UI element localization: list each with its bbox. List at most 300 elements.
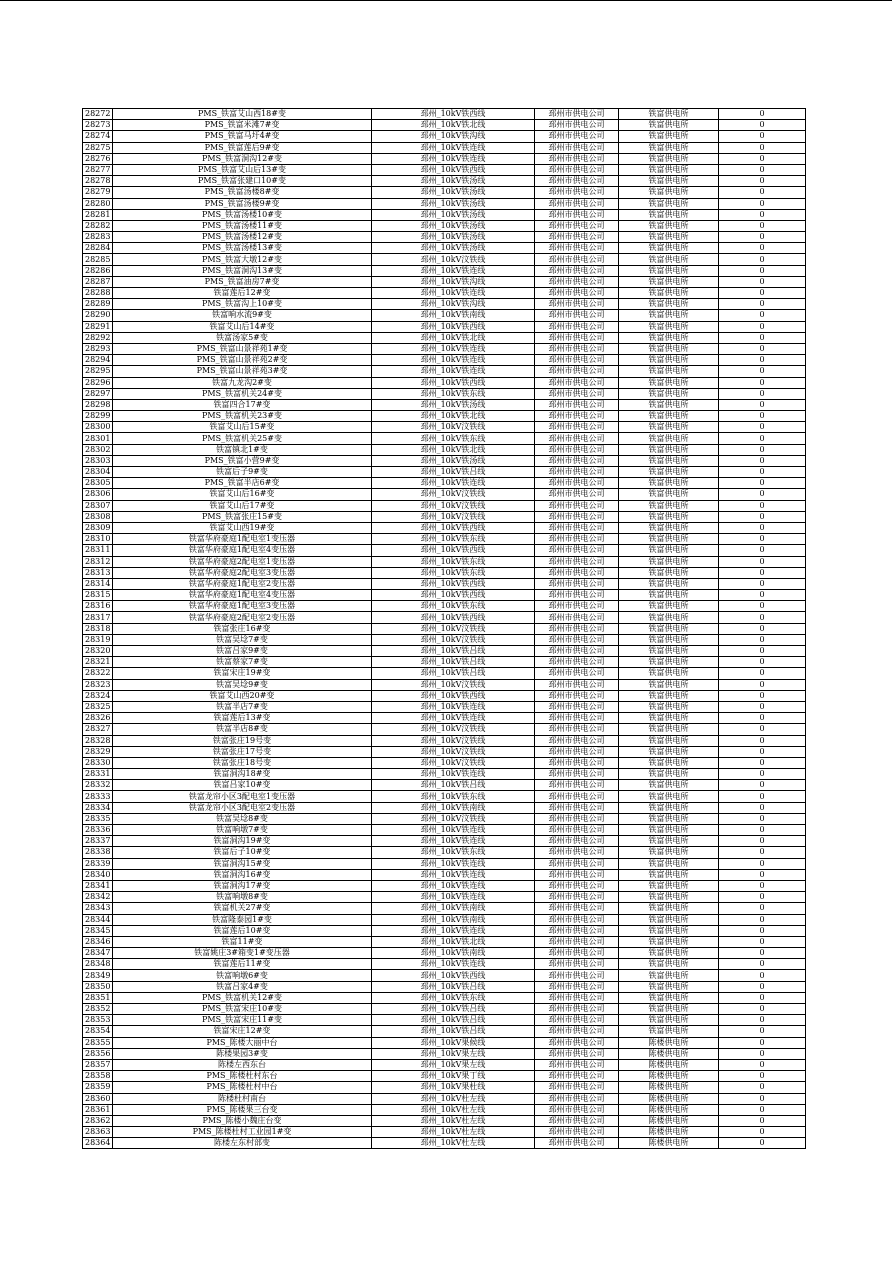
table-row <box>83 701 806 712</box>
cell-id: 28275 <box>83 142 113 153</box>
cell-id: 28302 <box>83 444 113 455</box>
table-row <box>83 1093 806 1104</box>
cell-company: 邳州市供电公司 <box>535 556 619 567</box>
cell-company: 邳州市供电公司 <box>535 1138 619 1149</box>
cell-company: 邳州市供电公司 <box>535 332 619 343</box>
table-row <box>83 142 806 153</box>
cell-line: 邳州_10kV铁东线 <box>372 791 535 802</box>
cell-line: 邳州_10kV汶铁线 <box>372 679 535 690</box>
cell-id: 28274 <box>83 131 113 142</box>
cell-station: 铁富供电所 <box>619 802 719 813</box>
table-row <box>83 1082 806 1093</box>
cell-line: 邳州_10kV铁连线 <box>372 836 535 847</box>
cell-id: 28361 <box>83 1104 113 1115</box>
cell-line: 邳州_10kV汶铁线 <box>372 254 535 265</box>
cell-company: 邳州市供电公司 <box>535 1104 619 1115</box>
cell-company: 邳州市供电公司 <box>535 1015 619 1026</box>
cell-line: 邳州_10kV铁西线 <box>372 522 535 533</box>
cell-id: 28356 <box>83 1048 113 1059</box>
cell-transformer-name: 铁富华府豪庭1配电室3变压器 <box>113 601 372 612</box>
cell-value: 0 <box>719 757 806 768</box>
cell-id: 28288 <box>83 288 113 299</box>
cell-value: 0 <box>719 198 806 209</box>
cell-transformer-name: PMS_铁富小营9#变 <box>113 455 372 466</box>
cell-line: 邳州_10kV铁北线 <box>372 120 535 131</box>
cell-id: 28335 <box>83 813 113 824</box>
cell-id: 28321 <box>83 657 113 668</box>
cell-id: 28359 <box>83 1082 113 1093</box>
cell-id: 28351 <box>83 992 113 1003</box>
cell-id: 28304 <box>83 467 113 478</box>
table-row <box>83 310 806 321</box>
cell-value: 0 <box>719 276 806 287</box>
cell-line: 邳州_10kV铁北线 <box>372 332 535 343</box>
table-row <box>83 332 806 343</box>
cell-id: 28345 <box>83 925 113 936</box>
cell-transformer-name: 铁富洞沟17#变 <box>113 880 372 891</box>
cell-transformer-name: 铁富响墩6#变 <box>113 970 372 981</box>
cell-value: 0 <box>719 399 806 410</box>
cell-company: 邳州市供电公司 <box>535 1071 619 1082</box>
cell-value: 0 <box>719 522 806 533</box>
cell-line: 邳州_10kV汶铁线 <box>372 489 535 500</box>
cell-line: 邳州_10kV铁吕线 <box>372 981 535 992</box>
cell-company: 邳州市供电公司 <box>535 936 619 947</box>
cell-value: 0 <box>719 690 806 701</box>
cell-company: 邳州市供电公司 <box>535 746 619 757</box>
cell-id: 28341 <box>83 880 113 891</box>
cell-transformer-name: 铁富汤家5#变 <box>113 332 372 343</box>
cell-value: 0 <box>719 511 806 522</box>
cell-company: 邳州市供电公司 <box>535 769 619 780</box>
cell-transformer-name: 铁富张庄17号变 <box>113 746 372 757</box>
cell-id: 28343 <box>83 903 113 914</box>
cell-id: 28353 <box>83 1015 113 1026</box>
cell-id: 28355 <box>83 1037 113 1048</box>
table-row <box>83 612 806 623</box>
cell-station: 铁富供电所 <box>619 970 719 981</box>
cell-id: 28364 <box>83 1138 113 1149</box>
cell-line: 邳州_10kV铁西线 <box>372 377 535 388</box>
cell-station: 铁富供电所 <box>619 310 719 321</box>
cell-station: 铁富供电所 <box>619 187 719 198</box>
cell-company: 邳州市供电公司 <box>535 131 619 142</box>
cell-line: 邳州_10kV铁北线 <box>372 936 535 947</box>
table-row <box>83 388 806 399</box>
cell-station: 陈楼供电所 <box>619 1138 719 1149</box>
cell-transformer-name: 铁富艾山后17#变 <box>113 500 372 511</box>
cell-transformer-name: 铁富吴埝8#变 <box>113 813 372 824</box>
cell-transformer-name: PMS_铁富洞沟12#变 <box>113 153 372 164</box>
cell-id: 28347 <box>83 948 113 959</box>
table-row <box>83 299 806 310</box>
cell-transformer-name: 铁富吕家4#变 <box>113 981 372 992</box>
table-row <box>83 590 806 601</box>
cell-transformer-name: PMS_铁富莲后9#变 <box>113 142 372 153</box>
cell-value: 0 <box>719 1082 806 1093</box>
cell-company: 邳州市供电公司 <box>535 142 619 153</box>
cell-value: 0 <box>719 612 806 623</box>
cell-line: 邳州_10kV铁吕线 <box>372 646 535 657</box>
table-row <box>83 724 806 735</box>
cell-id: 28284 <box>83 243 113 254</box>
cell-station: 铁富供电所 <box>619 399 719 410</box>
cell-value: 0 <box>719 321 806 332</box>
cell-id: 28350 <box>83 981 113 992</box>
cell-transformer-name: PMS_铁富洞沟13#变 <box>113 265 372 276</box>
cell-id: 28294 <box>83 355 113 366</box>
cell-id: 28286 <box>83 265 113 276</box>
cell-value: 0 <box>719 802 806 813</box>
table-row <box>83 433 806 444</box>
cell-transformer-name: 铁富响墩8#变 <box>113 892 372 903</box>
cell-company: 邳州市供电公司 <box>535 892 619 903</box>
table-row <box>83 164 806 175</box>
cell-company: 邳州市供电公司 <box>535 970 619 981</box>
cell-value: 0 <box>719 232 806 243</box>
cell-company: 邳州市供电公司 <box>535 668 619 679</box>
cell-transformer-name: PMS_陈楼果三台变 <box>113 1104 372 1115</box>
cell-company: 邳州市供电公司 <box>535 612 619 623</box>
cell-company: 邳州市供电公司 <box>535 399 619 410</box>
cell-company: 邳州市供电公司 <box>535 254 619 265</box>
cell-station: 铁富供电所 <box>619 959 719 970</box>
cell-value: 0 <box>719 131 806 142</box>
cell-station: 铁富供电所 <box>619 209 719 220</box>
cell-transformer-name: PMS_铁富机关12#变 <box>113 992 372 1003</box>
table-row <box>83 836 806 847</box>
cell-value: 0 <box>719 310 806 321</box>
cell-transformer-name: 铁富张庄19号变 <box>113 735 372 746</box>
cell-value: 0 <box>719 701 806 712</box>
cell-transformer-name: 铁富半店8#变 <box>113 724 372 735</box>
cell-company: 邳州市供电公司 <box>535 948 619 959</box>
cell-transformer-name: 铁富艾山后16#变 <box>113 489 372 500</box>
cell-id: 28277 <box>83 164 113 175</box>
cell-transformer-name: 铁富吕家10#变 <box>113 780 372 791</box>
cell-company: 邳州市供电公司 <box>535 343 619 354</box>
cell-id: 28313 <box>83 567 113 578</box>
table-row <box>83 634 806 645</box>
cell-id: 28297 <box>83 388 113 399</box>
cell-company: 邳州市供电公司 <box>535 1093 619 1104</box>
cell-transformer-name: PMS_铁富米滩7#变 <box>113 120 372 131</box>
cell-value: 0 <box>719 791 806 802</box>
cell-transformer-name: PMS_铁富宋庄11#变 <box>113 1015 372 1026</box>
cell-company: 邳州市供电公司 <box>535 489 619 500</box>
cell-value: 0 <box>719 1071 806 1082</box>
cell-station: 铁富供电所 <box>619 254 719 265</box>
cell-transformer-name: PMS_铁富汤楼11#变 <box>113 220 372 231</box>
cell-station: 铁富供电所 <box>619 701 719 712</box>
cell-id: 28322 <box>83 668 113 679</box>
cell-company: 邳州市供电公司 <box>535 411 619 422</box>
cell-value: 0 <box>719 948 806 959</box>
cell-transformer-name: 铁富华府豪庭1配电室4变压器 <box>113 545 372 556</box>
table-row <box>83 735 806 746</box>
cell-company: 邳州市供电公司 <box>535 265 619 276</box>
cell-station: 铁富供电所 <box>619 836 719 847</box>
cell-station: 铁富供电所 <box>619 500 719 511</box>
cell-id: 28358 <box>83 1071 113 1082</box>
cell-transformer-name: PMS_铁富沟上10#变 <box>113 299 372 310</box>
cell-line: 邳州_10kV汶铁线 <box>372 500 535 511</box>
cell-line: 邳州_10kV铁吕线 <box>372 780 535 791</box>
cell-id: 28348 <box>83 959 113 970</box>
cell-company: 邳州市供电公司 <box>535 164 619 175</box>
table-row <box>83 791 806 802</box>
cell-id: 28293 <box>83 343 113 354</box>
table-row <box>83 1026 806 1037</box>
cell-transformer-name: 铁富后子9#变 <box>113 467 372 478</box>
cell-line: 邳州_10kV铁东线 <box>372 388 535 399</box>
cell-id: 28311 <box>83 545 113 556</box>
cell-value: 0 <box>719 164 806 175</box>
cell-transformer-name: PMS_铁富艾山西18#变 <box>113 109 372 120</box>
table-row <box>83 914 806 925</box>
cell-station: 铁富供电所 <box>619 288 719 299</box>
table-row <box>83 209 806 220</box>
cell-value: 0 <box>719 847 806 858</box>
table-row <box>83 847 806 858</box>
cell-line: 邳州_10kV铁连线 <box>372 858 535 869</box>
cell-company: 邳州市供电公司 <box>535 1004 619 1015</box>
cell-station: 铁富供电所 <box>619 176 719 187</box>
cell-station: 铁富供电所 <box>619 478 719 489</box>
cell-line: 邳州_10kV杜左线 <box>372 1093 535 1104</box>
cell-id: 28316 <box>83 601 113 612</box>
cell-company: 邳州市供电公司 <box>535 176 619 187</box>
table-row <box>83 948 806 959</box>
table-row <box>83 858 806 869</box>
cell-line: 邳州_10kV果杜线 <box>372 1082 535 1093</box>
cell-line: 邳州_10kV铁沟线 <box>372 299 535 310</box>
table-row <box>83 903 806 914</box>
cell-transformer-name: 铁富吴埝9#变 <box>113 679 372 690</box>
cell-id: 28325 <box>83 701 113 712</box>
cell-company: 邳州市供电公司 <box>535 567 619 578</box>
cell-company: 邳州市供电公司 <box>535 1048 619 1059</box>
cell-line: 邳州_10kV铁汤线 <box>372 399 535 410</box>
cell-station: 铁富供电所 <box>619 366 719 377</box>
table-row <box>83 265 806 276</box>
cell-line: 邳州_10kV铁连线 <box>372 880 535 891</box>
cell-value: 0 <box>719 153 806 164</box>
cell-transformer-name: PMS_陈楼杜村东台 <box>113 1071 372 1082</box>
cell-transformer-name: PMS_铁富山景祥苑2#变 <box>113 355 372 366</box>
table-row <box>83 343 806 354</box>
table-row <box>83 1015 806 1026</box>
table-row <box>83 120 806 131</box>
cell-station: 铁富供电所 <box>619 556 719 567</box>
cell-id: 28273 <box>83 120 113 131</box>
cell-station: 铁富供电所 <box>619 411 719 422</box>
cell-station: 铁富供电所 <box>619 668 719 679</box>
table-row <box>83 556 806 567</box>
cell-company: 邳州市供电公司 <box>535 377 619 388</box>
cell-id: 28332 <box>83 780 113 791</box>
cell-value: 0 <box>719 1138 806 1149</box>
cell-station: 铁富供电所 <box>619 153 719 164</box>
cell-id: 28272 <box>83 109 113 120</box>
cell-company: 邳州市供电公司 <box>535 858 619 869</box>
cell-id: 28306 <box>83 489 113 500</box>
cell-station: 铁富供电所 <box>619 422 719 433</box>
cell-company: 邳州市供电公司 <box>535 869 619 880</box>
cell-company: 邳州市供电公司 <box>535 880 619 891</box>
cell-transformer-name: PMS_铁富半店6#变 <box>113 478 372 489</box>
cell-station: 铁富供电所 <box>619 444 719 455</box>
cell-line: 邳州_10kV铁东线 <box>372 992 535 1003</box>
cell-company: 邳州市供电公司 <box>535 1037 619 1048</box>
cell-company: 邳州市供电公司 <box>535 959 619 970</box>
cell-value: 0 <box>719 914 806 925</box>
cell-transformer-name: 铁富隆泰园1#变 <box>113 914 372 925</box>
cell-line: 邳州_10kV铁连线 <box>372 892 535 903</box>
table-row <box>83 478 806 489</box>
cell-value: 0 <box>719 332 806 343</box>
cell-transformer-name: 铁富宋庄19#变 <box>113 668 372 679</box>
cell-station: 铁富供电所 <box>619 858 719 869</box>
cell-company: 邳州市供电公司 <box>535 220 619 231</box>
cell-line: 邳州_10kV铁南线 <box>372 802 535 813</box>
cell-station: 陈楼供电所 <box>619 1115 719 1126</box>
table-row <box>83 489 806 500</box>
cell-transformer-name: PMS_铁富艾山后13#变 <box>113 164 372 175</box>
table-row <box>83 981 806 992</box>
cell-value: 0 <box>719 478 806 489</box>
cell-transformer-name: 铁富11#变 <box>113 936 372 947</box>
cell-line: 邳州_10kV铁吕线 <box>372 1015 535 1026</box>
cell-company: 邳州市供电公司 <box>535 646 619 657</box>
table-row <box>83 355 806 366</box>
cell-id: 28339 <box>83 858 113 869</box>
cell-transformer-name: 铁富华府豪庭1配电室1变压器 <box>113 534 372 545</box>
cell-line: 邳州_10kV铁连线 <box>372 288 535 299</box>
table-row <box>83 992 806 1003</box>
cell-station: 铁富供电所 <box>619 623 719 634</box>
cell-line: 邳州_10kV铁东线 <box>372 567 535 578</box>
table-row <box>83 422 806 433</box>
cell-value: 0 <box>719 176 806 187</box>
cell-company: 邳州市供电公司 <box>535 209 619 220</box>
cell-line: 邳州_10kV汶铁线 <box>372 735 535 746</box>
cell-value: 0 <box>719 1115 806 1126</box>
cell-line: 邳州_10kV铁南线 <box>372 948 535 959</box>
cell-value: 0 <box>719 243 806 254</box>
cell-company: 邳州市供电公司 <box>535 545 619 556</box>
cell-station: 铁富供电所 <box>619 388 719 399</box>
cell-transformer-name: PMS_铁富汤楼10#变 <box>113 209 372 220</box>
table-row <box>83 1104 806 1115</box>
cell-transformer-name: PMS_铁富机关25#变 <box>113 433 372 444</box>
cell-id: 28357 <box>83 1059 113 1070</box>
cell-line: 邳州_10kV铁连线 <box>372 869 535 880</box>
cell-value: 0 <box>719 981 806 992</box>
cell-id: 28327 <box>83 724 113 735</box>
cell-station: 陈楼供电所 <box>619 1048 719 1059</box>
cell-value: 0 <box>719 970 806 981</box>
cell-id: 28300 <box>83 422 113 433</box>
cell-company: 邳州市供电公司 <box>535 1026 619 1037</box>
table-row <box>83 1115 806 1126</box>
cell-value: 0 <box>719 780 806 791</box>
cell-company: 邳州市供电公司 <box>535 1127 619 1138</box>
table-row <box>83 232 806 243</box>
cell-value: 0 <box>719 880 806 891</box>
cell-transformer-name: 铁富艾山西20#变 <box>113 690 372 701</box>
table-row <box>83 399 806 410</box>
cell-line: 邳州_10kV铁西线 <box>372 321 535 332</box>
cell-id: 28315 <box>83 590 113 601</box>
cell-station: 陈楼供电所 <box>619 1104 719 1115</box>
cell-transformer-name: 铁富洞沟18#变 <box>113 769 372 780</box>
cell-transformer-name: PMS_铁富机关24#变 <box>113 388 372 399</box>
cell-value: 0 <box>719 220 806 231</box>
table-row <box>83 176 806 187</box>
cell-transformer-name: PMS_铁富汤楼9#变 <box>113 198 372 209</box>
cell-station: 铁富供电所 <box>619 713 719 724</box>
cell-station: 铁富供电所 <box>619 455 719 466</box>
cell-company: 邳州市供电公司 <box>535 276 619 287</box>
cell-line: 邳州_10kV杜左线 <box>372 1127 535 1138</box>
cell-line: 邳州_10kV铁连线 <box>372 478 535 489</box>
cell-station: 陈楼供电所 <box>619 1037 719 1048</box>
cell-id: 28331 <box>83 769 113 780</box>
cell-value: 0 <box>719 813 806 824</box>
table-row <box>83 1138 806 1149</box>
cell-id: 28328 <box>83 735 113 746</box>
cell-company: 邳州市供电公司 <box>535 634 619 645</box>
cell-line: 邳州_10kV汶铁线 <box>372 422 535 433</box>
cell-station: 铁富供电所 <box>619 903 719 914</box>
cell-line: 邳州_10kV铁汤线 <box>372 455 535 466</box>
cell-line: 邳州_10kV铁连线 <box>372 825 535 836</box>
cell-line: 邳州_10kV汶铁线 <box>372 757 535 768</box>
cell-company: 邳州市供电公司 <box>535 198 619 209</box>
cell-transformer-name: PMS_铁富马圩4#变 <box>113 131 372 142</box>
cell-line: 邳州_10kV铁西线 <box>372 612 535 623</box>
table-row <box>83 288 806 299</box>
cell-company: 邳州市供电公司 <box>535 813 619 824</box>
cell-value: 0 <box>719 355 806 366</box>
cell-transformer-name: PMS_铁富山景祥苑3#变 <box>113 366 372 377</box>
table-row <box>83 601 806 612</box>
cell-transformer-name: 铁富洞沟16#变 <box>113 869 372 880</box>
table-row <box>83 959 806 970</box>
cell-line: 邳州_10kV铁汤线 <box>372 220 535 231</box>
cell-value: 0 <box>719 411 806 422</box>
cell-company: 邳州市供电公司 <box>535 914 619 925</box>
cell-value: 0 <box>719 343 806 354</box>
cell-line: 邳州_10kV铁汤线 <box>372 209 535 220</box>
cell-transformer-name: 铁富后子10#变 <box>113 847 372 858</box>
cell-transformer-name: 铁富宋庄12#变 <box>113 1026 372 1037</box>
cell-line: 邳州_10kV铁西线 <box>372 590 535 601</box>
cell-station: 铁富供电所 <box>619 489 719 500</box>
cell-id: 28346 <box>83 936 113 947</box>
cell-transformer-name: PMS_陈楼小魏庄台变 <box>113 1115 372 1126</box>
cell-id: 28336 <box>83 825 113 836</box>
cell-station: 铁富供电所 <box>619 120 719 131</box>
cell-transformer-name: 铁富吕家9#变 <box>113 646 372 657</box>
cell-transformer-name: PMS_陈楼杜村工业园1#变 <box>113 1127 372 1138</box>
table-row <box>83 925 806 936</box>
cell-value: 0 <box>719 500 806 511</box>
cell-id: 28282 <box>83 220 113 231</box>
cell-transformer-name: 铁富龙帘小区3配电室2变压器 <box>113 802 372 813</box>
cell-value: 0 <box>719 1026 806 1037</box>
